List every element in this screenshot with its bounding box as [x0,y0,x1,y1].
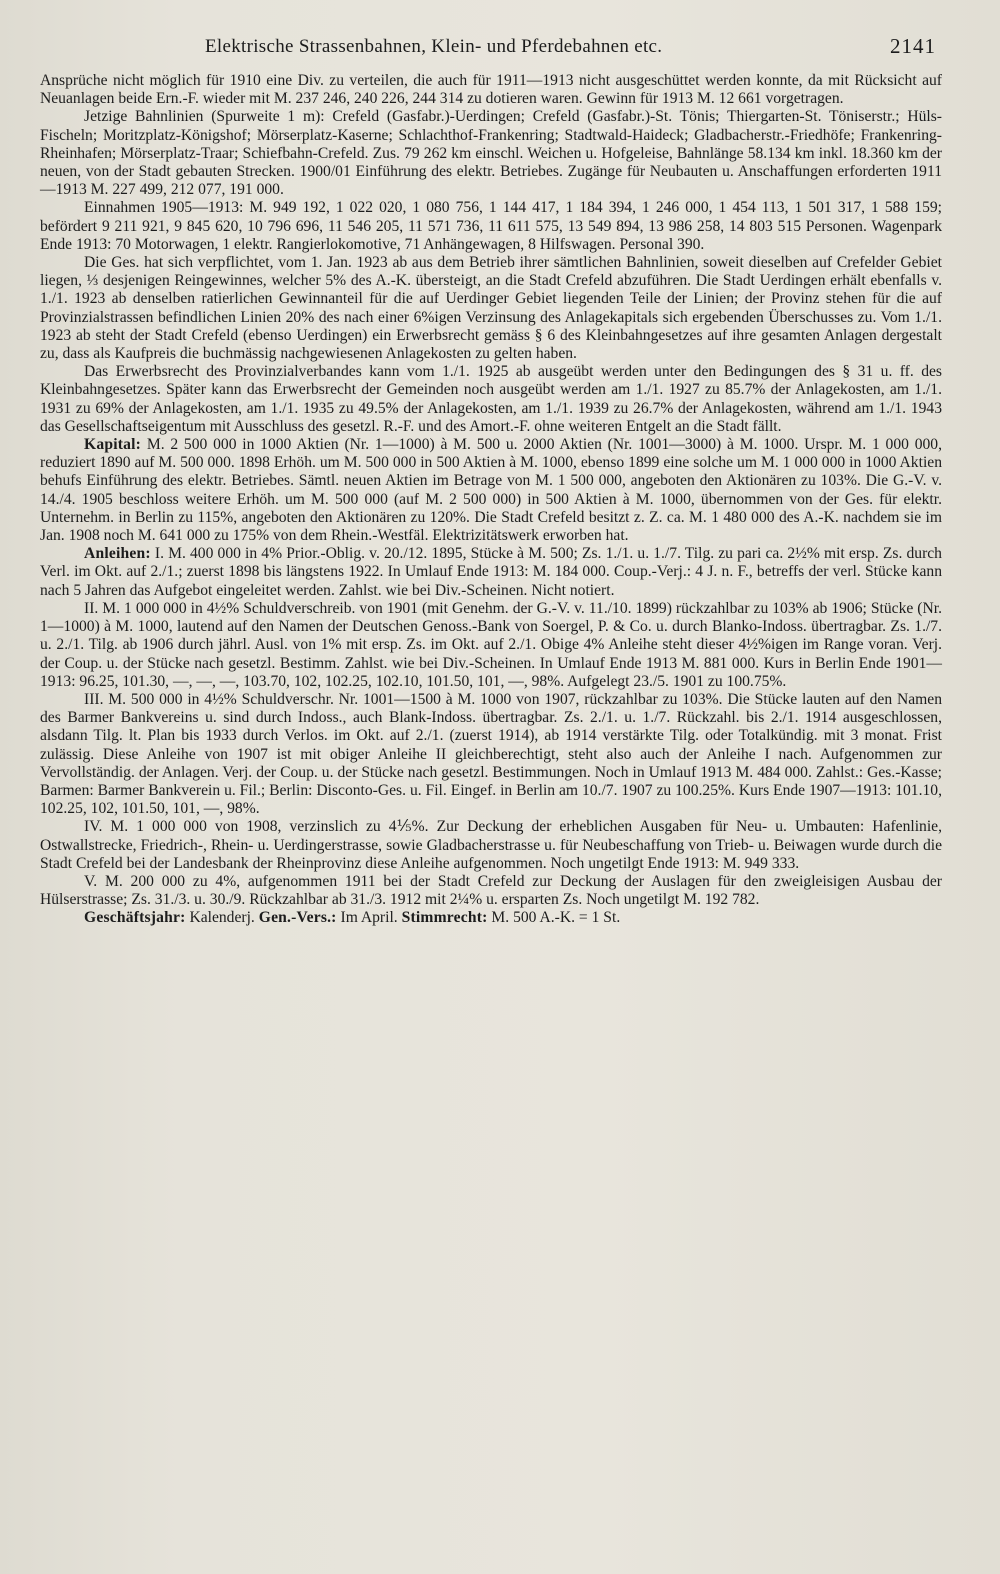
page-header [40,30,942,64]
general-meeting-value: Im April. [340,909,398,927]
business-year-value: Kalenderj. [189,909,255,927]
general-meeting-label: Gen.-Vers.: [258,909,337,927]
page-number: 2141 [890,34,936,58]
voting-right-value: M. 500 A.-K. = 1 St. [491,909,621,927]
paragraph-loan-2: II. M. 1 000 000 in 4½% Schuldverschreib. von 1901 (mit Genehm. der G.-V. v. 11./10. 1899) rückzahlbar zu 103% ab 1906; Stücke (Nr. 1—1000) à M. 1000, lautend auf den Namen der Deutschen Genoss.-Bank von Soergel, P. & Co. u. durch Blanko-Indoss. übertragbar. Zs. 1./7. u. 2./1. Tilg. ab 1906 durch jährl. Ausl. von 1% mit ersp. Zs. im Okt. auf 2./1. Obige 4% Anleihe steht dieser 4½%igen im Range voran. Verj. der Coup. u. der Stücke nach gesetzl. Bestimm. Zahlst. wie bei Div.-Scheinen. In Umlauf Ende 1913 M. 881 000. Kurs in Berlin Ende 1901—1913: 96.25, 101.30, —, —, —, 103.70, 102, 102.25, 102.10, 101.50, 101, —, 98%. Aufgelegt 23./5. 1901 zu 100.75%. [40,599,942,690]
document-body [40,72,942,928]
paragraph-revenue: Einnahmen 1905—1913: M. 949 192, 1 022 020, 1 080 756, 1 144 417, 1 184 394, 1 246 000, 1 454 113, 1 501 317, 1 588 159; befördert 9 211 921, 9 845 620, 10 796 696, 11 546 205, 11 571 736, 11 611 575, 13 549 894, 13 986 258, 14 803 515 Personen. Wagenpark Ende 1913: 70 Motorwagen, 1 elektr. Rangierlokomotive, 71 Anhängewagen, 8 Hilfswagen. Personal 390. [40,199,942,253]
paragraph-acquisition-right: Das Erwerbsrecht des Provinzialverbandes kann vom 1./1. 1925 ab ausgeübt werden unter den Bedingungen des § 31 u. ff. des Kleinbahngesetzes. Später kann das Erwerbsrecht der Gemeinden noch ausgeübt werden am 1./1. 1927 zu 85.7% der Anlagekosten, am 1./1. 1931 zu 69% der Anlagekosten, am 1./1. 1935 zu 49.5% der Anlagekosten, am 1./1. 1939 zu 26.7% der Anlagekosten, während am 1./1. 1943 das Gesellschaftseigentum mit Ausschluss des gesetzl. R.-F. und des Amort.-F. ohne weiteren Entgelt an die Stadt fällt. [40,363,942,435]
running-title: Elektrische Strassenbahnen, Klein- und Pferdebahnen etc. [205,36,663,57]
voting-right-label: Stimmrecht: [401,909,488,927]
paragraph-loan-1: Anleihen: I. M. 400 000 in 4% Prior.-Oblig. v. 20./12. 1895, Stücke à M. 500; Zs. 1./1. u. 1./7. Tilg. zu pari ca. 2½% mit ersp. Zs. durch Verl. im Okt. auf 2./1.; zuerst 1898 bis längstens 1922. In Umlauf Ende 1913: M. 184 000. Coup.-Verj.: 4 J. n. F., betreffs der verl. Stücke kann nach 5 Jahren das Aufgebot eingeleitet werden. Zahlst. wie bei Div.-Scheinen. Nicht notiert. [40,545,942,599]
business-year-label: Geschäftsjahr: [84,909,186,927]
capital-heading: Kapital: [84,436,142,454]
paragraph-dividends: Ansprüche nicht möglich für 1910 eine Div. zu verteilen, die auch für 1911—1913 nicht ausgeschüttet werden konnte, da mit Rücksicht auf Neuanlagen beide Ern.-F. wieder mit M. 237 246, 240 226, 244 314 zu dotieren waren. Gewinn für 1913 M. 12 661 vorgetragen. [40,72,942,108]
paragraph-loan-4: IV. M. 1 000 000 von 1908, verzinslich zu 4⅕%. Zur Deckung der erheblichen Ausgaben für Neu- u. Umbauten: Hafenlinie, Ostwallstrecke, Friedrich-, Rhein- u. Uerdingerstrasse, sowie Gladbacherstrasse u. für Neubeschaffung von Trieb- u. Beiwagen wurde durch die Stadt Crefeld bei der Landesbank der Rheinprovinz diese Anleihe aufgenommen. Noch ungetilgt Ende 1913: M. 949 333. [40,818,942,872]
paragraph-loan-5: V. M. 200 000 zu 4%, aufgenommen 1911 bei der Stadt Crefeld zur Deckung der Auslagen für den zweigleisigen Ausbau der Hülserstrasse; Zs. 31./3. u. 30./9. Rückzahlbar ab 31./3. 1912 mit 2¼% u. ersparten Zs. Noch ungetilgt M. 192 782. [40,872,942,909]
paragraph-business-year [40,909,942,927]
paragraph-obligation: Die Ges. hat sich verpflichtet, vom 1. Jan. 1923 ab aus dem Betrieb ihrer sämtlichen Bahnlinien, soweit dieselben auf Crefelder Gebiet liegen, ⅓ desjenigen Reingewinnes, welcher 5% des A.-K. übersteigt, an die Stadt Crefeld abzuführen. Die Stadt Uerdingen erhält ebenfalls v. 1./1. 1923 ab denselben ratierlichen Gewinnanteil für die auf Uerdinger Gebiet liegenden Teile der Linien; der Provinz stehen für die auf Provinzialstrassen befindlichen Linien 20% des nach einer 6%igen Verzinsung des Anlagekapitals sich ergebenden Überschusses zu. Vom 1./1. 1923 ab steht der Stadt Crefeld (ebenso Uerdingen) ein Erwerbsrecht gemäss § 6 des Kleinbahngesetzes auf ihre gesamten Anlagen dergestalt zu, dass als Kaufpreis die buchmässig nachgewiesenen Anlagekosten zu gelten haben. [40,254,942,363]
loans-heading: Anleihen: [84,545,151,563]
paragraph-loan-3: III. M. 500 000 in 4½% Schuldverschr. Nr. 1001—1500 à M. 1000 von 1907, rückzahlbar zu 103%. Die Stücke lauten auf den Namen des Barmer Bankvereins u. sind durch Indoss., auch Blank-Indoss. übertragbar. Zs. 2./1. u. 1./7. Rückzahl. bis 2./1. 1914 ausgeschlossen, alsdann Tilg. lt. Plan bis 1933 durch Verlos. im Okt. auf 2./1. (zuerst 1914), ab 1914 verstärkte Tilg. oder Totalkündig. mit 3 monat. Frist zulässig. Diese Anleihe von 1907 ist mit obiger Anleihe II gleichberechtigt, steht also auch der Anleihe I nach. Aufgenommen zur Vervollständig. der Anlagen. Verj. der Coup. u. der Stücke nach gesetzl. Bestimmungen. Noch in Umlauf 1913 M. 484 000. Zahlst.: Ges.-Kasse; Barmen: Barmer Bankverein u. Fil.; Berlin: Disconto-Ges. u. Fil. Eingef. in Berlin am 10./7. 1907 zu 100.25%. Kurs Ende 1907—1913: 101.10, 102.25, 102, 101.50, 101, —, 98%. [40,690,942,818]
paragraph-lines: Jetzige Bahnlinien (Spurweite 1 m): Crefeld (Gasfabr.)-Uerdingen; Crefeld (Gasfabr.)-St. Tönis; Thiergarten-St. Töniserstr.; Hüls-Fischeln; Moritzplatz-Königshof; Mörserplatz-Kaserne; Schlachthof-Frankenring; Stadtwald-Haideck; Gladbacherstr.-Friedhöfe; Frankenring-Rheinhafen; Mörserplatz-Traar; Schiefbahn-Crefeld. Zus. 79 262 km einschl. Weichen u. Hofgeleise, Bahnlänge 58.134 km inkl. 18.360 km der neuen, von der Stadt gebauten Strecken. 1900/01 Einführung des elektr. Betriebes. Zugänge für Neubauten u. Anschaffungen erforderten 1911—1913 M. 227 499, 212 077, 191 000. [40,108,942,199]
paragraph-capital: Kapital: M. 2 500 000 in 1000 Aktien (Nr. 1—1000) à M. 500 u. 2000 Aktien (Nr. 1001—3000) à M. 1000. Urspr. M. 1 000 000, reduziert 1890 auf M. 500 000. 1898 Erhöh. um M. 500 000 in 500 Aktien à M. 1000, ebenso 1899 eine solche um M. 1 000 000 in 1000 Aktien behufs Einführung des elektr. Betriebes. Sämtl. neuen Aktien im Betrage von M. 1 500 000, angeboten den Aktionären zu 103%. Die G.-V. v. 14./4. 1905 beschloss weitere Erhöh. um M. 500 000 (auf M. 2 500 000) in 500 Aktien à M. 1000, übernommen von der Ges. für elektr. Unternehm. in Berlin zu 115%, angeboten den Aktionären zu 120%. Die Stadt Crefeld besitzt z. Z. ca. M. 1 480 000 des A.-K. nachdem sie im Jan. 1908 noch M. 641 000 zu 175% von dem Rhein.-Westfäl. Elektrizitätswerk erworben hat. [40,436,942,545]
